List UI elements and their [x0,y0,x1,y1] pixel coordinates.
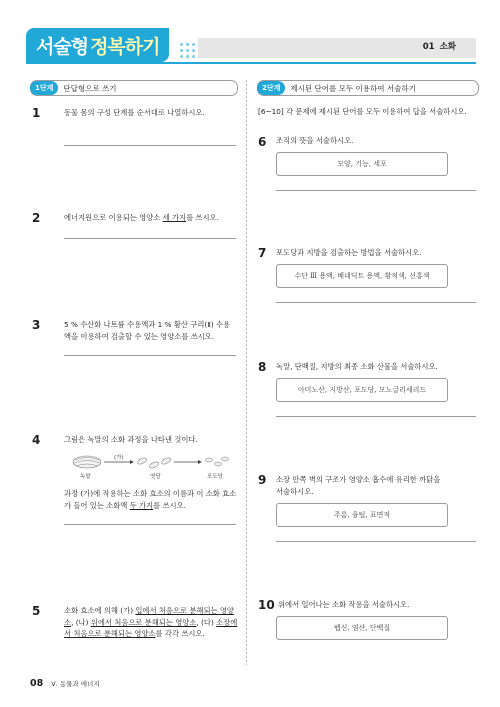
step2-instruction: [6~10] 각 문제에 제시된 단어를 모두 이용하여 답을 서술하시오. [258,107,467,116]
section-number: 01 [422,42,435,52]
q4-line2-b: 를 쓰시오. [153,500,186,510]
q5-line3-underlined: 서 처음으로 분해되는 영양소 [64,629,156,638]
keyword-box-6: 모양, 기능, 세포 [276,152,448,176]
question-number-4: 4 [32,433,41,447]
q2-text-a: 에너지원으로 이용되는 영양소 [64,213,163,222]
question-text-1: 동물 몸의 구성 단계를 순서대로 나열하시오. [64,108,205,117]
section-label [423,40,456,52]
starch-digestion-figure [70,452,230,484]
q5-line2-a: , (나) [71,617,91,627]
decorative-dots [178,40,198,60]
header-divider [26,62,476,64]
q5-line2-u2: 위에서 처음으로 분해되는 영양소 [90,617,197,627]
question-text-4: 그림은 녹말의 소화 과정을 나타낸 것이다. [64,435,198,444]
step1-heading [30,80,238,96]
fig-label-starch: 녹말 [80,474,91,480]
title-part1: 서술형 [36,35,89,58]
question-text-9 [276,474,476,497]
q5-line3 [64,628,244,640]
keyword-box-10: 펩신, 염산, 단백질 [276,616,448,640]
answer-line-2[interactable] [64,238,236,239]
fig-label-ga: (가) [114,455,124,461]
page-header [0,0,500,70]
question-text-6: 조직의 뜻을 서술하시오. [276,136,354,145]
q9-line1: 소장 안쪽 벽의 구조가 영양소 흡수에 유리한 까닭을 [276,475,441,484]
answer-line-8[interactable] [276,416,476,417]
answer-line-3[interactable] [64,355,236,356]
page-number: 08 [30,678,44,689]
question-text-8: 녹말, 단백질, 지방의 최종 소화 산물을 서술하시오. [276,362,438,371]
title-part2: 정복하기 [90,35,160,58]
question-number-10: 10 [258,598,275,612]
question-number-2: 2 [32,211,41,225]
q2-text-b: 를 쓰시오. [186,213,219,222]
maltose-icon [136,457,171,470]
fig-label-maltose: 엿당 [150,474,161,480]
q5-line1-a: 소화 효소에 의해 (가) [64,606,136,615]
question-number-5: 5 [32,604,41,618]
q4-line2-underlined: 두 가지 [129,500,154,510]
answer-line-7[interactable] [276,302,476,303]
arrow-2-head [198,460,202,464]
chapter-title: Ⅴ. 동물과 에너지 [51,680,100,688]
column-divider [246,80,247,665]
question-text-7: 포도당과 지방을 검출하는 방법을 서술하시오. [276,248,422,257]
question-number-3: 3 [32,318,41,332]
step2-badge: 2단계 [257,81,285,95]
step1-badge: 1단계 [30,81,58,95]
q2-text-underlined: 세 가지 [162,213,187,222]
q5-line3-b: 를 각각 쓰시오. [155,629,205,638]
answer-line-4[interactable] [64,524,236,525]
starch-granule-icon [73,456,101,468]
question-number-7: 7 [258,246,267,260]
answer-line-9[interactable] [276,541,476,542]
glucose-icon [206,457,229,466]
q9-line2: 서술하시오. [276,486,314,496]
question-number-8: 8 [258,360,267,374]
fig-label-glucose: 포도당 [207,474,223,480]
q4-line2 [64,500,244,512]
question-number-1: 1 [32,106,41,120]
step1-title: 단답형으로 쓰기 [63,83,117,93]
keyword-box-9: 주름, 융털, 표면적 [276,503,448,527]
q4-line2-a: 가 들어 있는 소화액 [64,500,130,510]
question-number-6: 6 [258,135,267,149]
answer-line-6[interactable] [276,190,476,191]
q3-line2: 액을 이용하여 검출할 수 있는 영양소를 쓰시오. [64,331,215,341]
question-number-9: 9 [258,473,267,487]
arrow-1-head [130,460,134,464]
q5-line2-u1: 소 [64,617,72,627]
q5-line1 [64,605,244,617]
q5-line1-underlined: 입에서 처음으로 분해되는 영양 [135,606,234,615]
q5-line2-u3: 소장에 [216,617,238,627]
q5-line2-b: , (다) [196,617,217,627]
question-text-2 [64,212,240,224]
step2-heading [257,80,479,96]
section-name: 소화 [439,42,456,52]
q3-line1: 5 % 수산화 나트륨 수용액과 1 % 황산 구리(Ⅱ) 수용 [64,320,231,329]
q4-line1: 과정 (가)에 작용하는 소화 효소의 이름과 이 소화 효소 [64,489,237,498]
step2-title: 제시된 단어를 모두 이용하여 서술하기 [290,83,416,93]
question-text-4-body [64,488,244,511]
q5-line2 [64,617,244,629]
question-text-10: 위에서 일어나는 소화 작용을 서술하시오. [278,600,410,609]
page-title [26,28,169,62]
answer-line-1[interactable] [64,145,236,146]
page-footer [30,678,100,689]
question-text-5 [64,605,244,640]
question-text-3 [64,319,242,342]
keyword-box-8: 아미노산, 지방산, 포도당, 모노글리세리드 [276,378,448,402]
keyword-box-7: 수단 Ⅲ 용액, 베네딕트 용액, 황적색, 선홍색 [276,264,448,288]
